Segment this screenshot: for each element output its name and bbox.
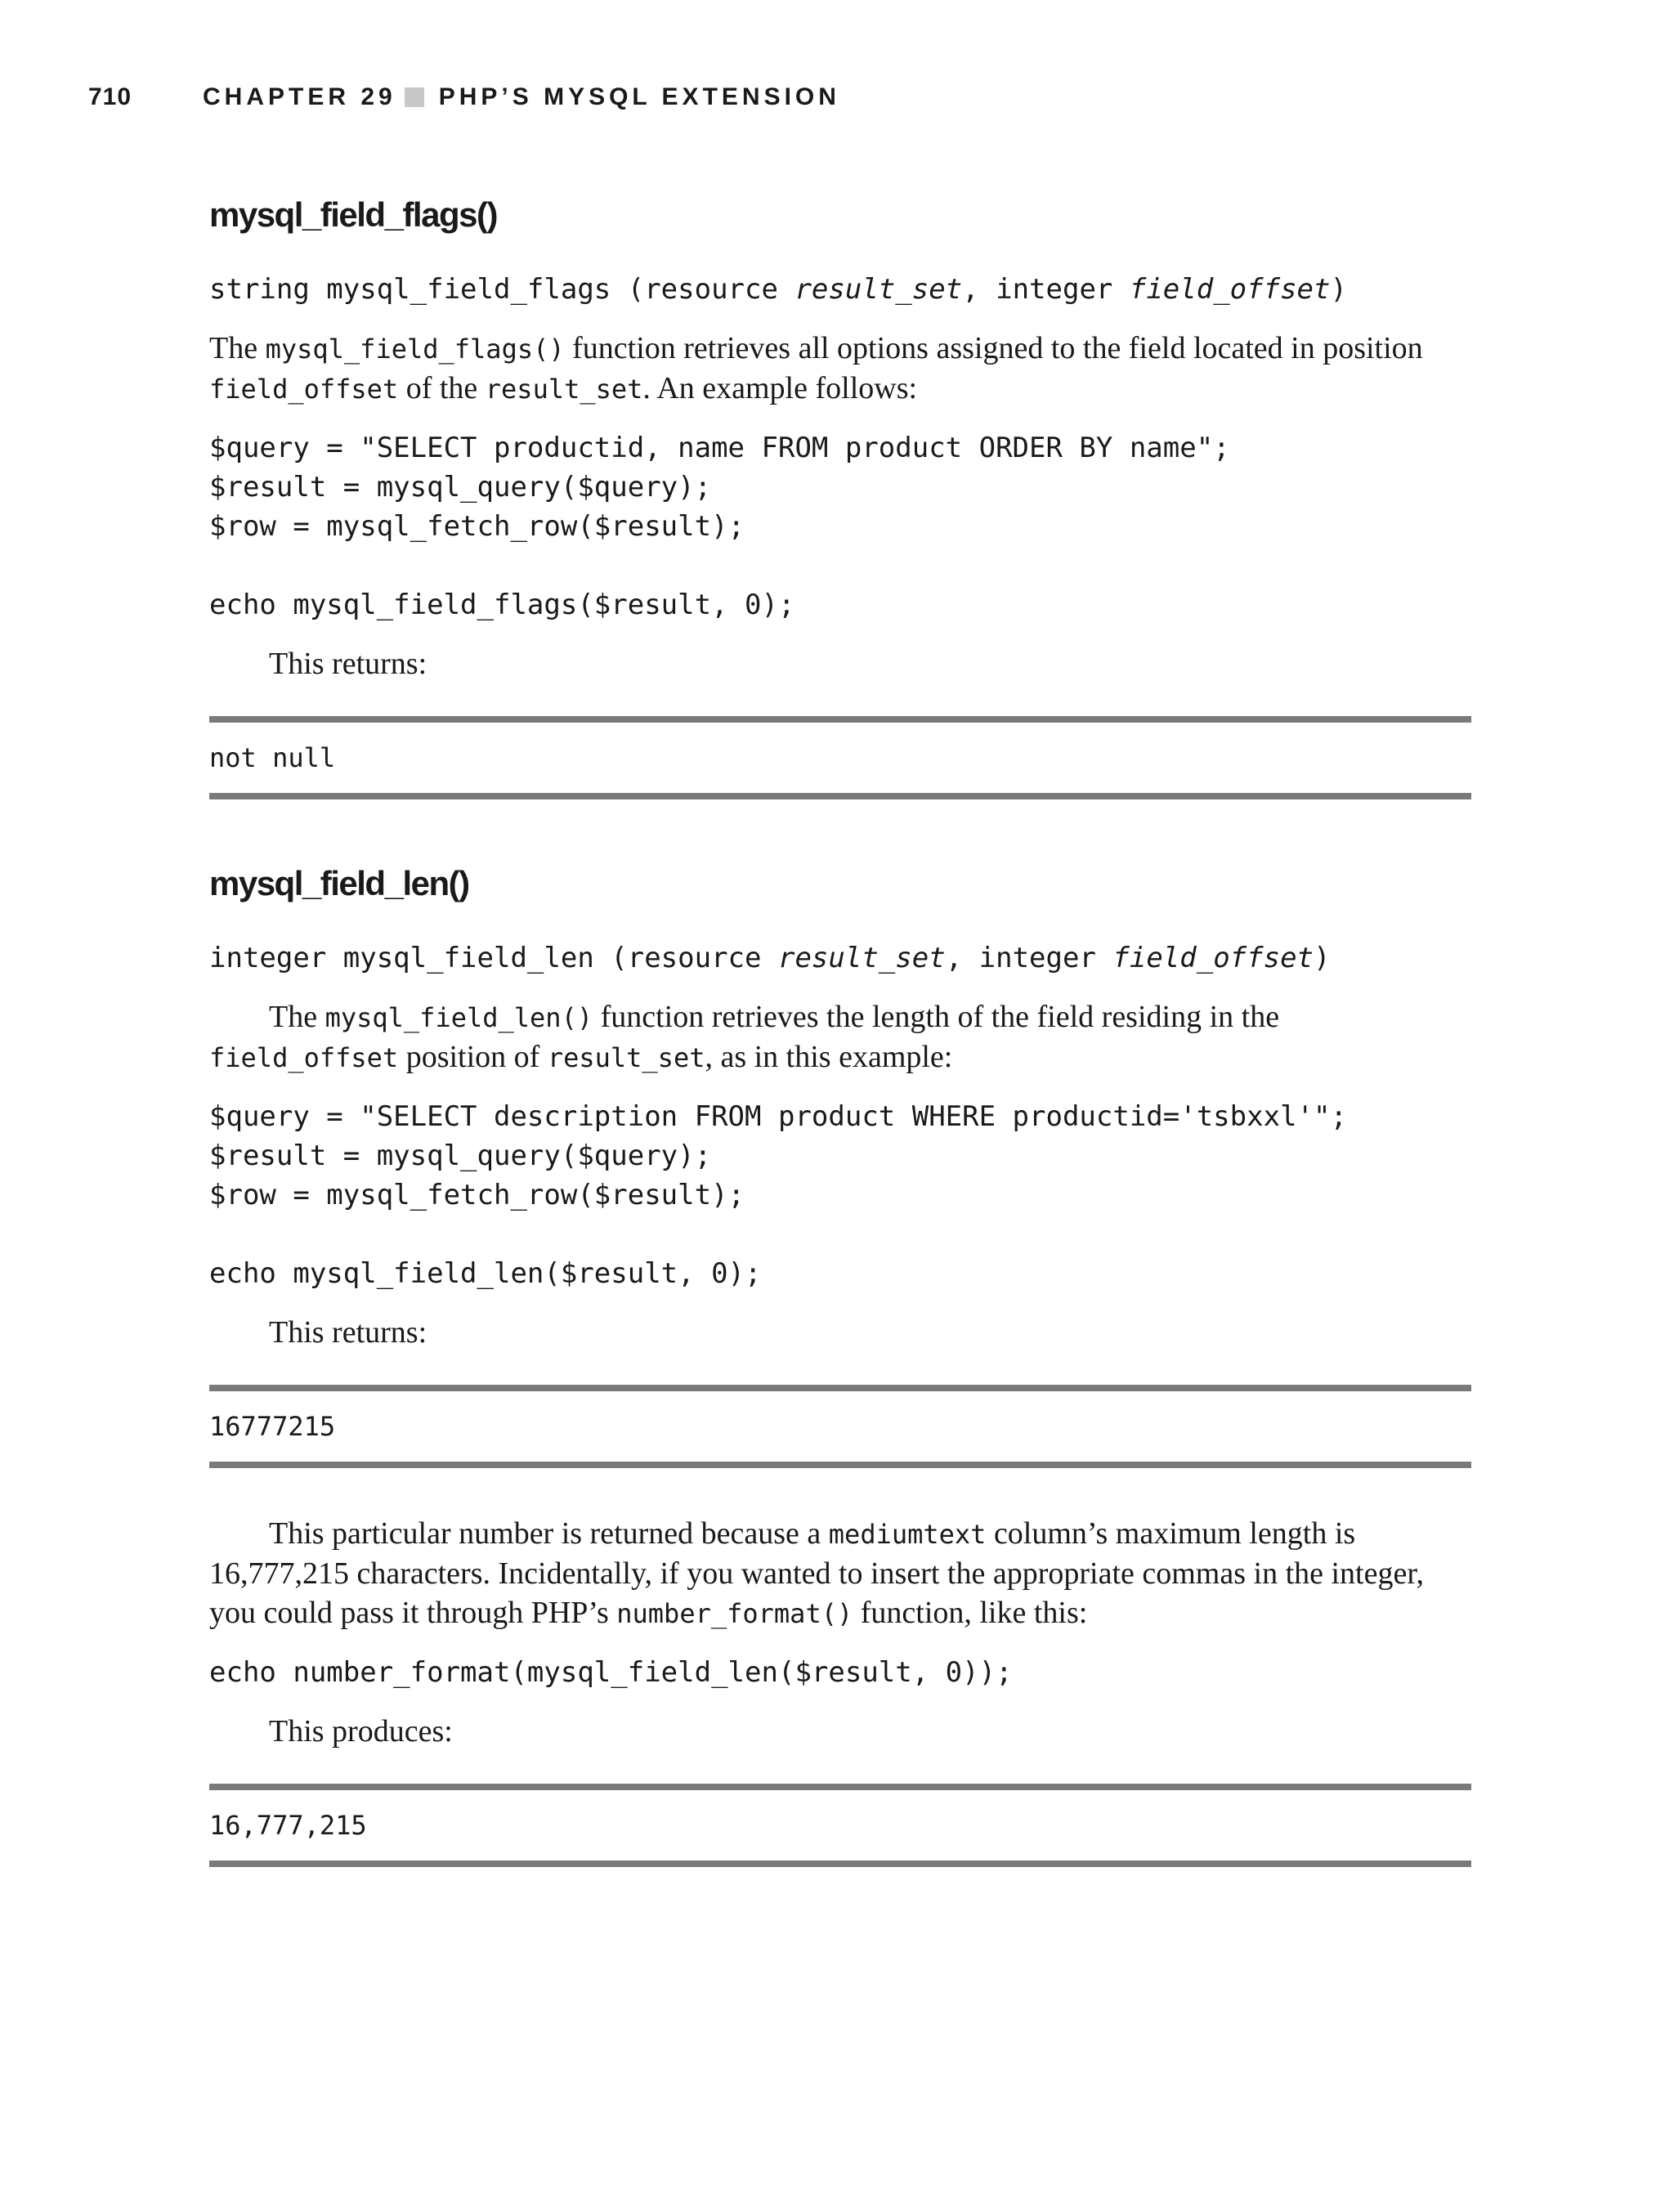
paragraph-field-flags-intro bbox=[209, 329, 1465, 409]
text-run: of the bbox=[398, 371, 486, 405]
text-run: , as in this example: bbox=[705, 1040, 953, 1074]
sig-suffix: ) bbox=[1314, 942, 1331, 974]
inline-code: mysql_field_flags() bbox=[265, 334, 565, 365]
sig-param-field-offset: field_offset bbox=[1129, 273, 1331, 306]
text-run: function retrieves all options assigned to the field located in position bbox=[564, 331, 1423, 365]
function-signature-field-flags bbox=[209, 270, 1465, 309]
output-value: 16,777,215 bbox=[209, 1810, 367, 1841]
output-box-number-format bbox=[209, 1784, 1471, 1867]
running-head bbox=[203, 83, 840, 111]
sig-middle: , integer bbox=[945, 942, 1113, 974]
sig-prefix: integer mysql_field_len (resource bbox=[209, 942, 778, 974]
paragraph-field-len-intro bbox=[209, 997, 1465, 1077]
sig-param-field-offset: field_offset bbox=[1112, 942, 1314, 974]
function-signature-field-len bbox=[209, 938, 1465, 978]
sig-param-result-set: result_set bbox=[794, 273, 963, 306]
output-box-field-len bbox=[209, 1385, 1471, 1468]
sig-middle: , integer bbox=[962, 273, 1130, 306]
inline-code: result_set bbox=[485, 374, 643, 405]
section-heading-field-len: mysql_field_len() bbox=[209, 864, 469, 902]
code-block-number-format: echo number_format(mysql_field_len($result, 0)); bbox=[209, 1656, 1013, 1689]
output-value: not null bbox=[209, 742, 336, 773]
text-run: position of bbox=[398, 1040, 548, 1074]
text-run: . An example follows: bbox=[642, 371, 918, 405]
sig-suffix: ) bbox=[1330, 273, 1347, 306]
returns-label: This returns: bbox=[269, 647, 427, 681]
section-heading-field-flags: mysql_field_flags() bbox=[209, 195, 497, 234]
text-run: column’s maximum length is 16,777,215 characters. Incidentally, if you wanted to insert the appropriate commas in the integer, you could pass it through PHP’s bbox=[209, 1516, 1424, 1630]
code-block-field-len: $query = "SELECT description FROM product WHERE productid='tsbxxl'"; $result = mysql_query($query); $row = mysql_fetch_row($result); echo mysql_field_len($result, 0); bbox=[209, 1100, 1347, 1290]
inline-code: mediumtext bbox=[828, 1519, 987, 1550]
text-run: The bbox=[269, 1000, 325, 1034]
chapter-title: PHP’S MYSQL EXTENSION bbox=[438, 83, 840, 110]
paragraph-mediumtext-explanation bbox=[209, 1514, 1465, 1633]
chapter-label: CHAPTER 29 bbox=[203, 83, 396, 110]
inline-code: mysql_field_len() bbox=[325, 1002, 593, 1033]
text-run: The bbox=[209, 331, 266, 365]
inline-code: result_set bbox=[547, 1042, 705, 1073]
output-value: 16777215 bbox=[209, 1411, 336, 1442]
inline-code: field_offset bbox=[209, 1042, 399, 1073]
sig-param-result-set: result_set bbox=[777, 942, 946, 974]
text-run: function, like this: bbox=[853, 1596, 1088, 1630]
output-box-field-flags bbox=[209, 716, 1471, 799]
code-block-field-flags: $query = "SELECT productid, name FROM product ORDER BY name"; $result = mysql_query($query); $row = mysql_fetch_row($result); echo mysql_field_flags($result, 0); bbox=[209, 432, 1230, 621]
produces-label: This produces: bbox=[269, 1714, 453, 1749]
text-run: function retrieves the length of the field residing in the bbox=[593, 1000, 1280, 1034]
inline-code: number_format() bbox=[616, 1598, 853, 1629]
page-content bbox=[209, 190, 1465, 1926]
returns-label: This returns: bbox=[269, 1315, 427, 1350]
sig-prefix: string mysql_field_flags (resource bbox=[209, 273, 795, 306]
page-number: 710 bbox=[88, 83, 132, 110]
text-run: This particular number is returned because a bbox=[269, 1516, 829, 1551]
inline-code: field_offset bbox=[209, 374, 399, 405]
separator-square-icon bbox=[405, 87, 424, 107]
